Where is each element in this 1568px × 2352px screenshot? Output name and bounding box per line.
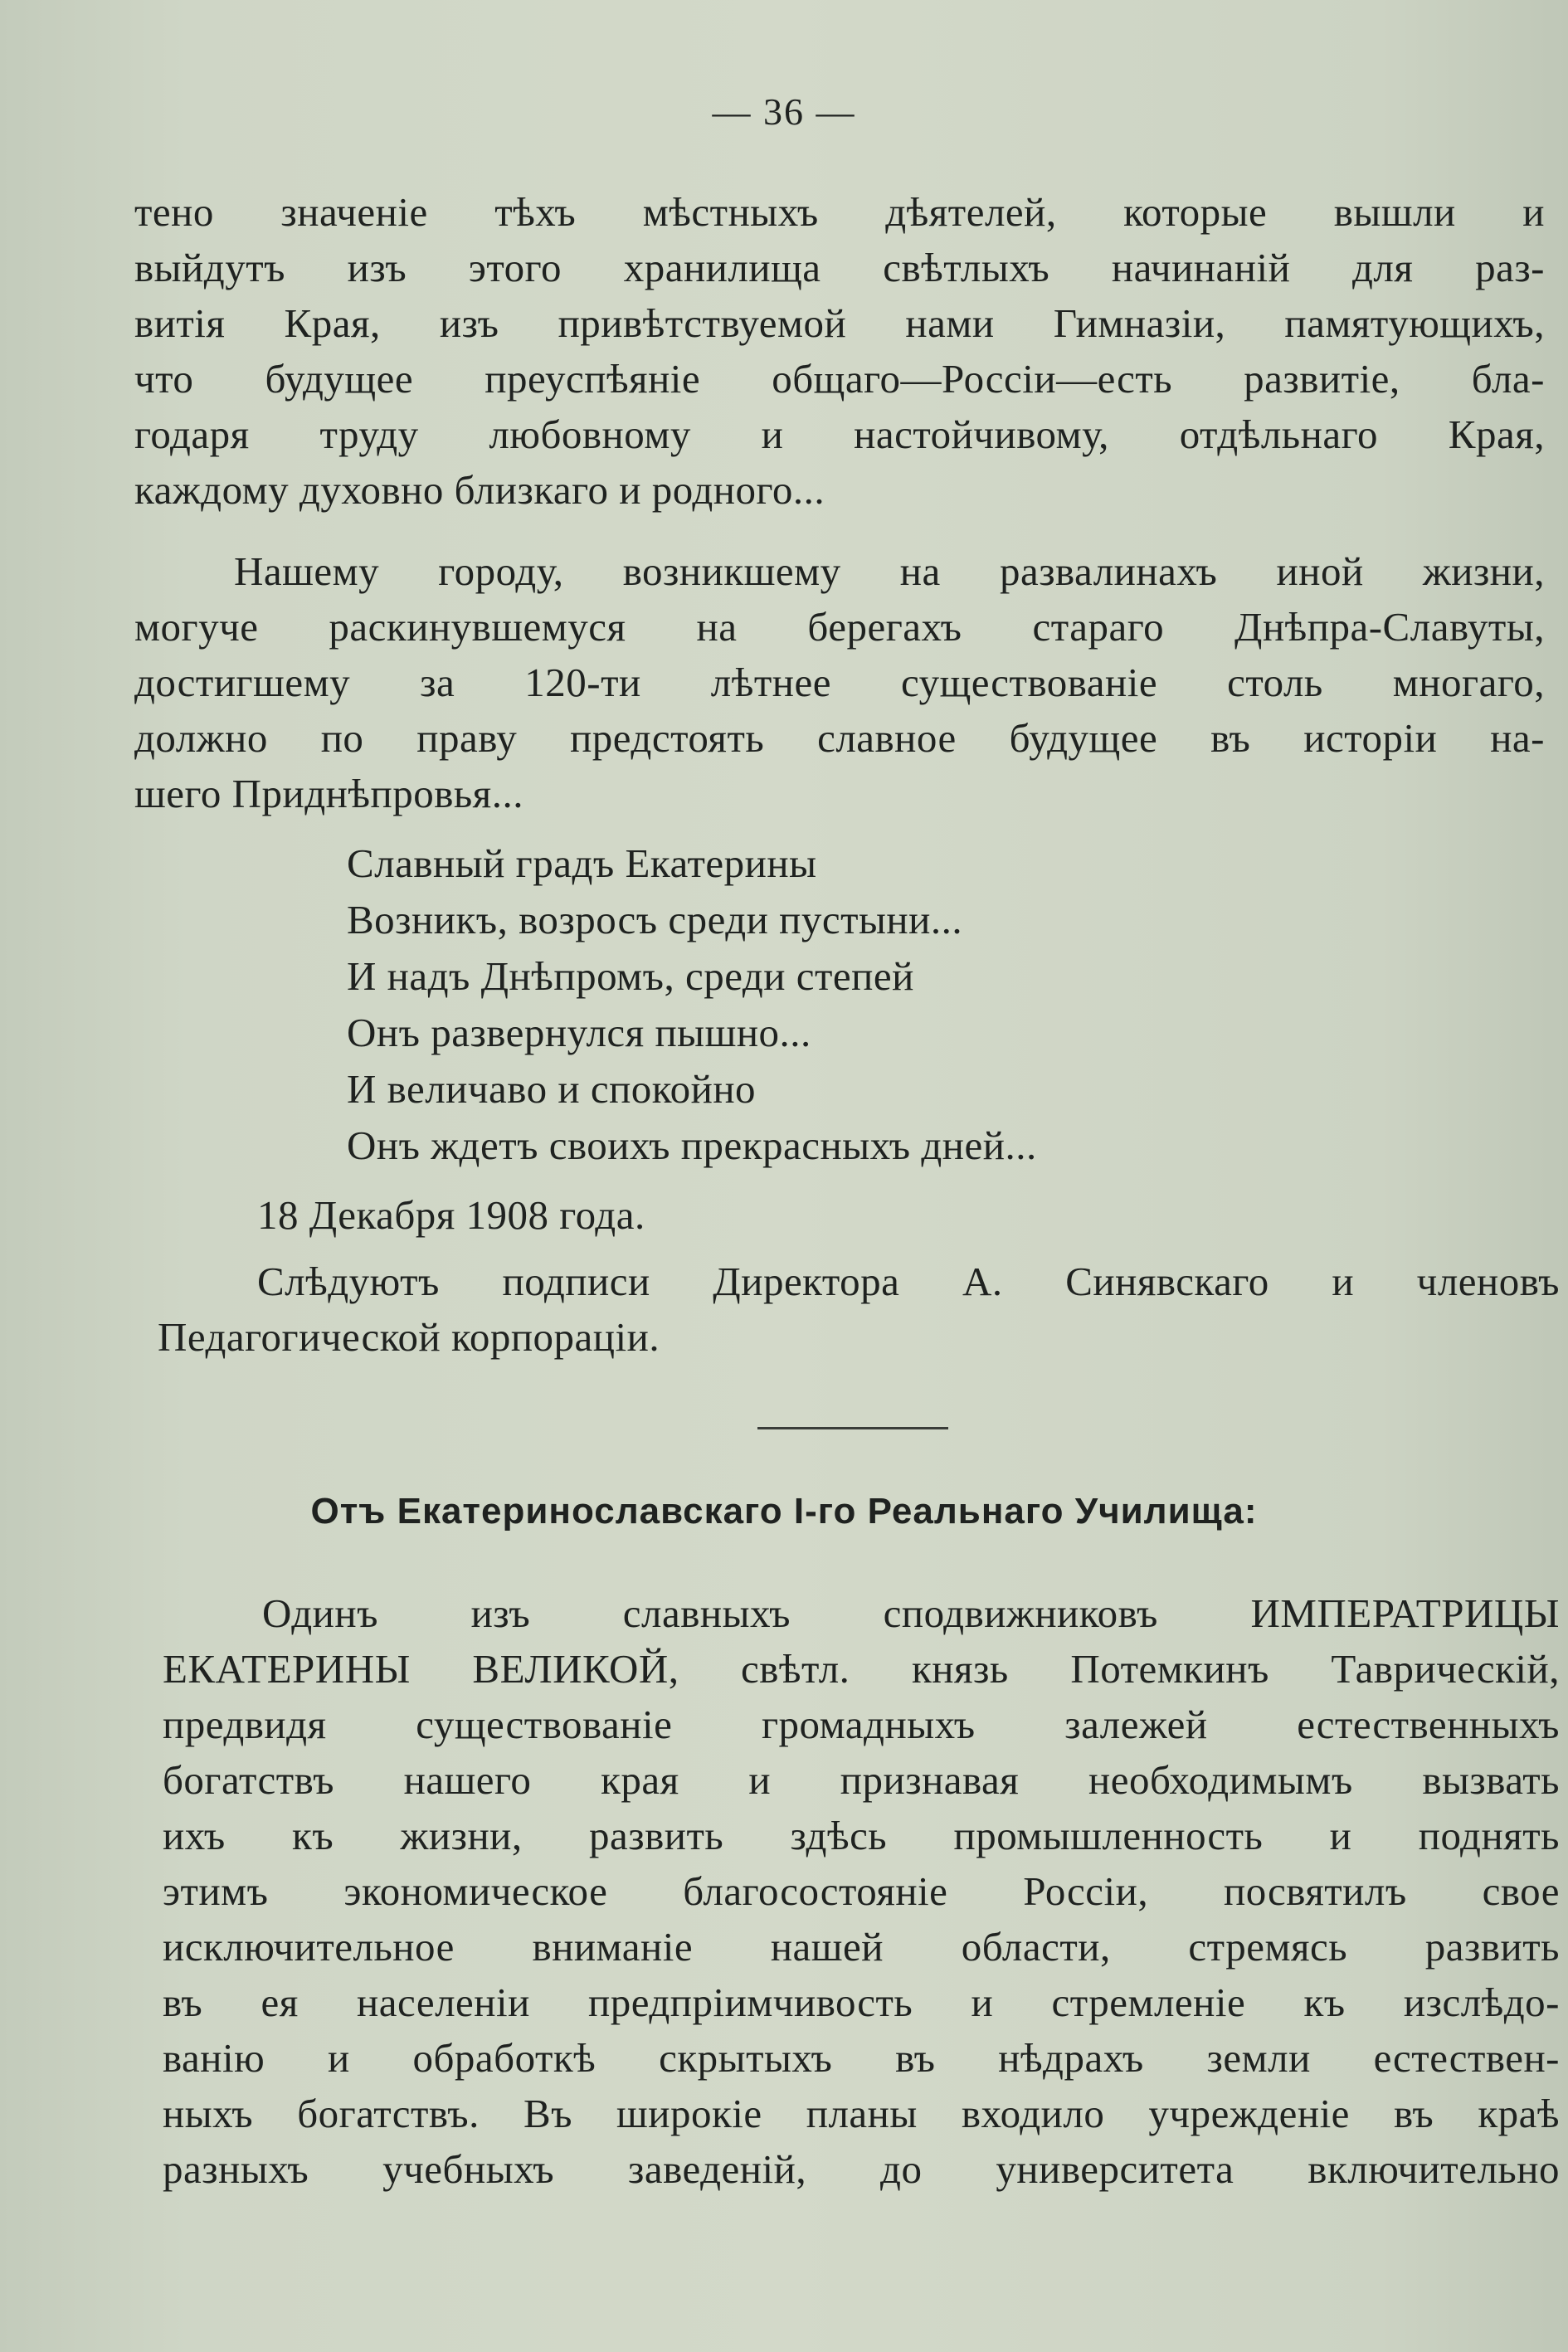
- poem-line: И величаво и спокойно: [347, 1066, 757, 1112]
- paragraph-city: [134, 543, 1545, 821]
- text-line: исключительное вниманiе нашей области, стремясь развить: [163, 1924, 1560, 1970]
- text-line: могуче раскинувшемуся на берегахъ стараго Днѣпра-Славуты,: [134, 604, 1545, 650]
- text-line: Нашему городу, возникшему на развалинахъ иной жизни,: [234, 548, 1545, 594]
- text-line: Слѣдуютъ подписи Директора А. Синявскаго и членовъ: [257, 1259, 1560, 1304]
- poem-line: Онъ ждетъ своихъ прекрасныхъ дней...: [347, 1122, 1037, 1168]
- poem-line: Славный градъ Екатерины: [347, 840, 817, 886]
- poem: [347, 835, 1342, 1174]
- date-line: [257, 1187, 1336, 1243]
- text-line: этимъ экономическое благосостоянiе Россiи, посвятилъ свое: [163, 1868, 1560, 1914]
- text-line: выйдутъ изъ этого хранилища свѣтлыхъ начинанiй для раз-: [134, 245, 1545, 290]
- poem-line: Онъ развернулся пышно...: [347, 1010, 811, 1055]
- poem-line: Возникъ, возросъ среди пустыни...: [347, 897, 963, 942]
- text-line: тено значенiе тѣхъ мѣстныхъ дѣятелей, которые вышли и: [134, 189, 1545, 235]
- section-divider: [757, 1427, 948, 1429]
- text-line: богатствъ нашего края и признавая необходимымъ вызвать: [163, 1757, 1560, 1803]
- text-line: ванiю и обработкѣ скрытыхъ въ нѣдрахъ земли естествен-: [163, 2035, 1560, 2081]
- text-line: предвидя существованiе громадныхъ залежей естественныхъ: [163, 1702, 1560, 1747]
- text-line: достигшему за 120-ти лѣтнее существованiе столь многаго,: [134, 660, 1545, 705]
- text-line: въ ея населенiи предпрiимчивость и стремленiе къ изслѣдо-: [163, 1979, 1560, 2025]
- text-line: Педагогической корпорацiи.: [158, 1314, 660, 1360]
- paragraph-continuation: [134, 184, 1545, 518]
- text-line: разныхъ учебныхъ заведенiй, до университета включительно: [163, 2146, 1560, 2192]
- paragraph-signatures: [158, 1254, 1560, 1365]
- paragraph-school: [163, 1585, 1560, 2197]
- page-number: — 36 —: [712, 90, 856, 133]
- text-line: каждому духовно близкаго и родного...: [134, 467, 825, 513]
- text-line: ЕКАТЕРИНЫ ВЕЛИКОЙ, свѣтл. князь Потемкинъ Таврическiй,: [163, 1646, 1560, 1692]
- section-heading: Отъ Екатеринославскаго I-го Реальнаго Училища:: [310, 1491, 1258, 1531]
- text-line: должно по праву предстоять славное будущее въ исторiи на-: [134, 715, 1545, 761]
- poem-line: И надъ Днѣпромъ, среди степей: [347, 953, 914, 999]
- text-line: что будущее преуспѣянiе общаго—Россiи—есть развитiе, бла-: [134, 356, 1545, 402]
- text-line: годаря труду любовному и настойчивому, отдѣльнаго Края,: [134, 411, 1545, 457]
- date-text: 18 Декабря 1908 года.: [257, 1192, 645, 1238]
- text-line: ихъ къ жизни, развить здѣсь промышленность и поднять: [163, 1813, 1560, 1858]
- text-line: шего Приднѣпровья...: [134, 771, 523, 816]
- text-line: витiя Края, изъ привѣтствуемой нами Гимназiи, памятующихъ,: [134, 300, 1545, 346]
- text-line: Одинъ изъ славныхъ сподвижниковъ ИМПЕРАТРИЦЫ: [262, 1590, 1560, 1636]
- text-line: ныхъ богатствъ. Въ широкiе планы входило учрежденiе въ краѣ: [163, 2091, 1560, 2136]
